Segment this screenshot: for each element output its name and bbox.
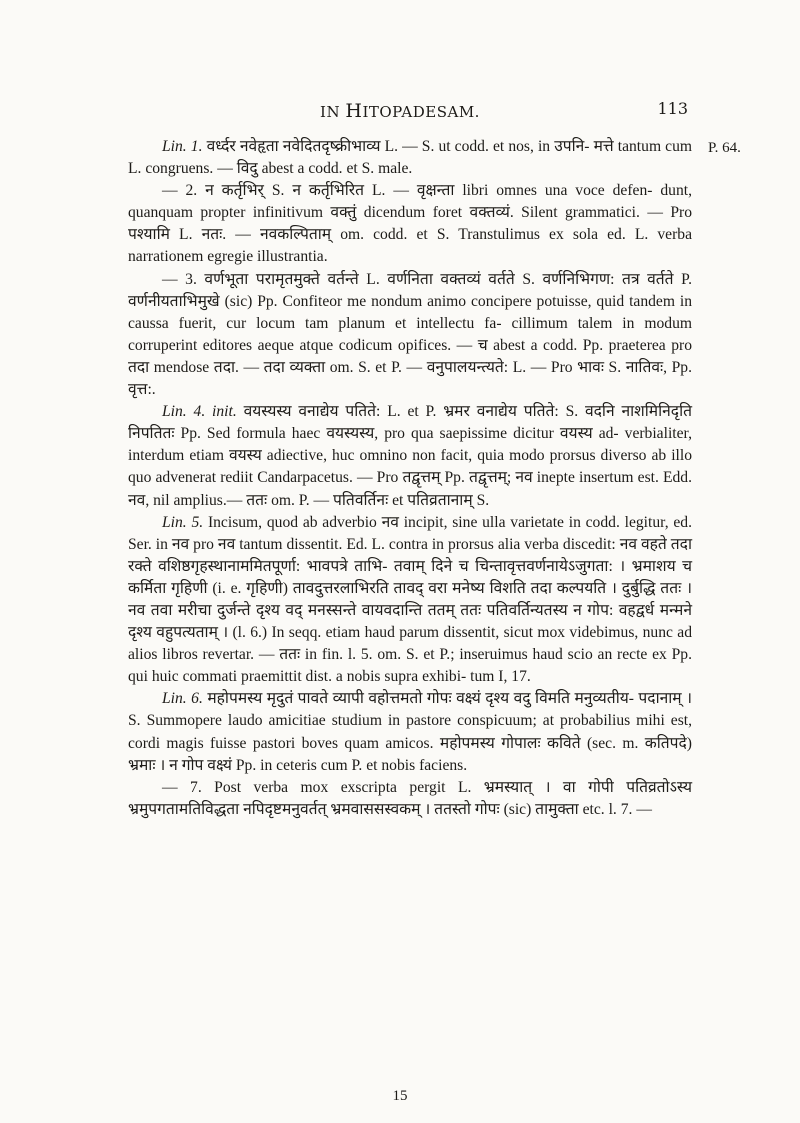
paragraph-lin-7 [128, 777, 692, 821]
paragraph-text: वयस्यस्य वनाद्येय पतिते: L. et P. भ्रमर वनाद्येय पतिते: S. वदनि नाशमिनिदृति निपतितः Pp. Sed formula haec वयस्यस्य, pro qua saepissime dicitur वयस्य ad- verbialiter, interdum etiam वयस्य adiective, huc omnino non facit, quia modo prorsus diverso ab illo quo advenerat rediit Candarpacetus. — Pro तद्वृत्तम् Pp. तद्वृत्तम्; नव inepte insertum est. Edd. नव, nil amplius.— ततः om. P. — पतिवर्तिनः et पतिव्रतानाम् S. [128, 403, 693, 509]
line-label: Lin. 1. [162, 138, 203, 155]
paragraph-text: — 2. न कर्तृभिर् S. न कर्तृभिरित L. — वृक्षन्ता libri omnes una voce defen- dunt, quanquam propter infinitivum वक्तुं dicendum foret वक्तव्यं. Silent grammatici. — Pro पश्यामि L. नतः. — नवकल्पिताम् om. codd. et S. Transtulimus ex sola ed. L. verba narrationem egregie illustrantia. [128, 182, 692, 266]
paragraph-text: — 3. वर्णभूता परामृतमुक्ते वर्तन्ते L. वर्णनिता वक्तव्यं वर्तते S. वर्णनिभिगण: तत्र वर्तते P. वर्णनीयताभिमुखे (sic) Pp. Confiteor me nondum animo concipere potuisse, quid tandem in caussa fuerit, cur locum tam planum et intellectu fa- cillimum talem in modum corruperint editores aeque atque codicum opifices. — च abest a codd. Pp. praeterea pro तदा mendose तदा. — तदा व्यक्ता om. S. et P. — वनुपालयन्त्यते: L. — Pro भावः S. नातिवः, Pp. वृत्त:. [128, 270, 692, 399]
running-head-initial: H [345, 100, 363, 122]
margin-reference: P. 64. [708, 140, 741, 156]
page-number: 113 [657, 99, 688, 118]
paragraph-lin-4 [128, 401, 692, 511]
paragraph-text: वर्ध्दर नवेहृता नवेदितदृष्क्रीभाव्य L. — S. ut codd. et nos, in उपनि- मत्ते tantum cum L. congruens. — विदु abest a codd. et S. male. [128, 138, 693, 178]
signature-mark: 15 [392, 1088, 408, 1104]
page-header [0, 97, 800, 123]
line-label: Lin. 5. [162, 513, 204, 531]
running-head-title: ITOPADESAM. [362, 103, 480, 121]
paragraph-text: महोपमस्य मृदुतं पावते व्यापी वहोत्तमतो गोपः वक्ष्यं दृश्य वदु विमति मनुव्यतीय- पदानाम् । S. Summopere laudo amicitiae studium in pastore conspicuum; at probabilius mihi est, cordi magis fuisse pastori boves quam amicos. महोपमस्य गोपालः कविते (sec. m. कतिपदे) भ्रमाः । न गोप वक्ष्यं Pp. in ceteris cum P. et nobis faciens. [128, 690, 692, 774]
paragraph-text: Incisum, quod ab adverbio नव incipit, sine ulla varietate in codd. legitur, ed. Ser. in नव pro नव tantum dissentit. Ed. L. contra in prorsus alia verba discedit: नव वहते तदा रक्ते वशिष्ठगृहस्थानाममितपूर्णा: भावपत्रे ताभि- तवाम् दिने च चिन्तावृत्तवर्णनायेऽजुगता: । भ्रमाशय च कर्मिता गृहिणी (i. e. गृहिणी) तावदुत्तरलाभिरति तावद् वरा मनेष्य विशति तदा कल्पयति । दुर्बुद्धि ततः । नव तवा मरीचा दुर्जन्ते दृश्य वद् मनस्सन्ते वायवदान्ति ततम् ततः पतिवर्तिन्यतस्य न गोप: वहद्वर्ध मन्मने दृश्य वहुपत्यताम् । (l. 6.) In seqq. etiam haud parum dissentit, sicut mox videbimus, nunc ad alios libros revertar. — ततः in fin. l. 5. om. S. et P.; inseruimus haud scio an recte ex Pp. qui huic commati praemittit dist. a nobis supra exhibi- tum I, 17. [128, 513, 692, 686]
paragraph-lin-3 [128, 269, 692, 402]
paragraph-lin-6 [128, 688, 692, 776]
paragraph-text: — 7. Post verba mox exscripta pergit L. भ्रमस्यात् । वा गोपी पतिव्रतोऽस्य भ्रमुपगतामतिविद्धता नपिदृष्टमनुवर्तत् भ्रमवाससस्वकम् । ततस्तो गोपः (sic) तामुक्ता etc. l. 7. — [128, 778, 692, 818]
paragraph-lin-1 [128, 136, 692, 180]
line-label: Lin. 6. [162, 690, 203, 708]
commentary-body [128, 136, 692, 821]
line-label: Lin. 4. init. [162, 403, 237, 421]
paragraph-lin-5 [128, 512, 692, 689]
paragraph-lin-2 [128, 180, 692, 268]
running-head-prefix: IN [320, 103, 346, 121]
